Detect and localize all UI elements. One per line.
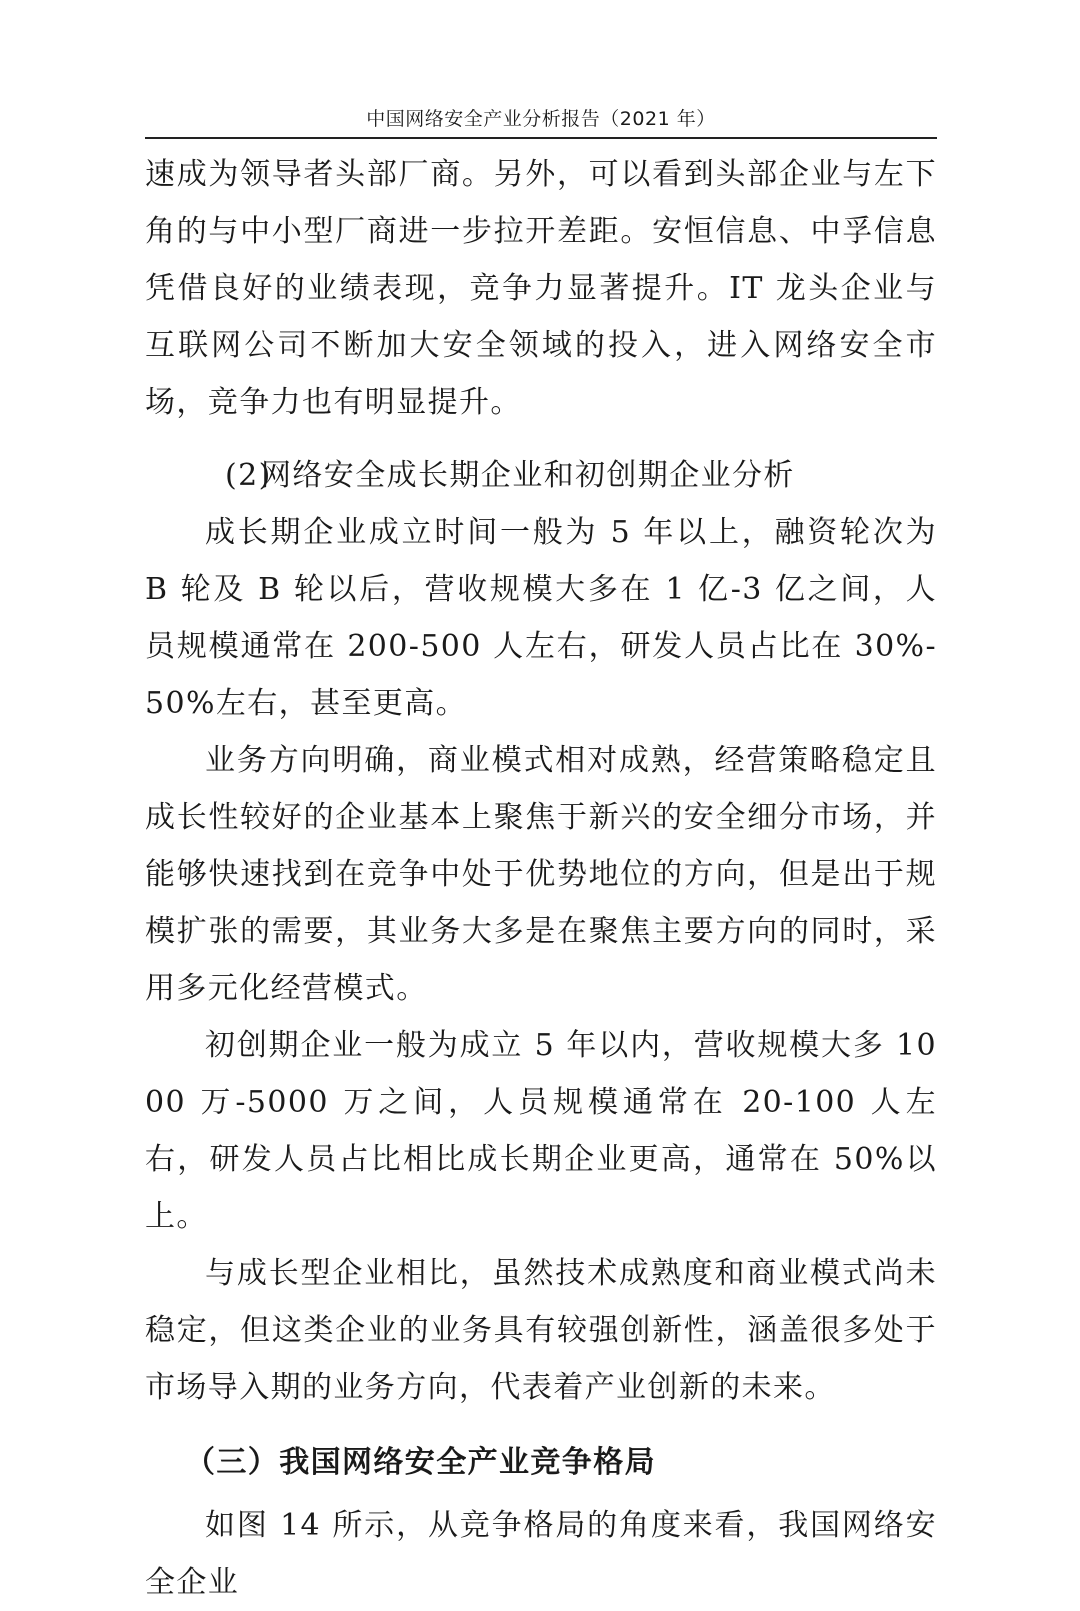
subheading-number: (2) [225, 458, 272, 493]
section-heading-competition: （三）我国网络安全产业竞争格局 [185, 1445, 656, 1480]
paragraph-figure-14: 如图 14 所示，从竞争格局的角度来看，我国网络安全企业 [145, 1508, 937, 1600]
paragraph-startup-stage: 初创期企业一般为成立 5 年以内，营收规模大多 1000 万-5000 万之间，人员规模通常在 20-100 人左右，研发人员占比相比成长期企业更高，通常在 50%以上。 [145, 1028, 937, 1234]
paragraph-business-direction: 业务方向明确，商业模式相对成熟，经营策略稳定且成长性较好的企业基本上聚焦于新兴的安全细分市场，并能够快速找到在竞争中处于优势地位的方向，但是出于规模扩张的需要，其业务大多是在聚焦主要方向的同时，采用多元化经营模式。 [145, 743, 937, 1006]
body-text [145, 146, 937, 1611]
paragraph-innovation: 与成长型企业相比，虽然技术成熟度和商业模式尚未稳定，但这类企业的业务具有较强创新性，涵盖很多处于市场导入期的业务方向，代表着产业创新的未来。 [145, 1256, 937, 1405]
header-rule [145, 137, 937, 139]
paragraph-leaders: 速成为领导者头部厂商。另外，可以看到头部企业与左下角的与中小型厂商进一步拉开差距。安恒信息、中孚信息凭借良好的业绩表现，竞争力显著提升。IT 龙头企业与互联网公司不断加大安全领域的投入，进入网络安全市场，竞争力也有明显提升。 [145, 157, 937, 420]
subheading-text: 网络安全成长期企业和初创期企业分析 [261, 458, 795, 493]
running-header: 中国网络安全产业分析报告（2021 年） [366, 108, 716, 130]
paragraph-growth-stage: 成长期企业成立时间一般为 5 年以上，融资轮次为 B 轮及 B 轮以后，营收规模大多在 1 亿-3 亿之间，人员规模通常在 200-500 人左右，研发人员占比在 30%-50%左右，甚至更高。 [145, 515, 937, 721]
subheading-growth-startup [145, 447, 937, 504]
